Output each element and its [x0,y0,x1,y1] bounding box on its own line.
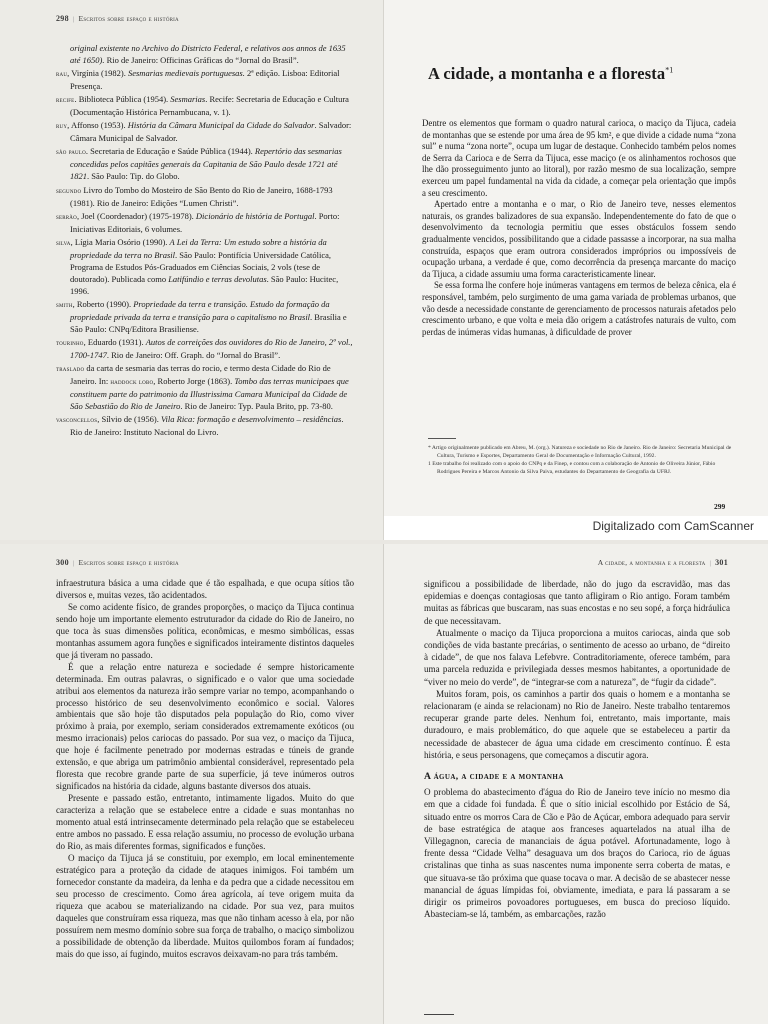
paragraph: significou a possibilidade de liberdade, não do jugo da escravidão, mas das epidemias e doenças contagiosas que tanto afligiram o Rio antigo. Foram também muitas as fábricas que buscaram, nas suas encostas e no seu sopé, a força hidráulica de que necessitavam. [424,579,730,626]
entry-text: . Rio de Janeiro: Off. Graph. do “Jornal do Brasil”. [106,350,281,361]
entry-text: . São Paulo: Hucitec, 1996. [70,273,339,296]
author-name: smith [56,299,73,309]
chapter-body [422,118,736,338]
entry-text: , Lígia Maria Osório (1990). [70,236,170,247]
entry-text: . São Paulo: Pontifícia Universidade Católica, Programa de Estudos Pós-Graduados em Ciências Sociais, 2 vols (tese de doutorado). Publicada como [70,249,332,284]
scanner-label: Digitalizado com CamScanner [592,519,754,533]
title-text: Latifúndio e terras devolutas [168,273,267,284]
paragraph: Dentre os elementos que formam o quadro natural carioca, o maciço da Tijuca, cadeia de montanhas que se estende por uma área de 95 km², e que divide a cidade numa “zona sul” e numa “zona norte”, ocupa um lugar de destaque. Conhecido também pelos nomes de Serra da Carioca e de Serra da Tijuca, esse maciço (e os alinhamentos rochosos que lhe dão prosseguimento junto ao litoral), por razão mesmo de sua localização, sempre exerceu um papel fundamental na vida da cidade, a começar pela orientação que impôs a seu crescimento. [422,118,736,198]
entry-text: , Virgínia (1982). [67,68,128,79]
paragraph: É que a relação entre natureza e sociedade é sempre historicamente determinada. Em outras palavras, o significado e o valor que uma sociedade atribui aos elementos da natureza irão sempre variar no tempo, acompanhando o processo histórico de seu desenvolvimento econômico e social. Valores ambientais que são hoje tão disputados pela população do Rio, como viver próximo à praia, por exemplo, seriam considerados extremamente exóticos (ou mesmo irracionais) pelos cariocas do passado. Por sua vez, o maciço da Tijuca, que hoje é facilmente penetrado por modernas estradas e túneis de grande extensão, e que abriga um patrimônio ambiental considerável, representado pela floresta que recobre grande parte de sua superfície, já teve inúmeros outros significados na história da cidade, alguns bastante diversos dos atuais. [56,661,354,792]
chapter-title-text: A cidade, a montanha e a floresta [428,64,666,83]
chapter-title [428,64,673,84]
bibliography-entry [56,298,356,335]
running-head-title: Escritos sobre espaço e história [78,558,179,567]
page-body [424,578,730,920]
author-name: silva [56,237,71,247]
bibliography-entry [56,93,356,118]
entry-text: . Salvador: Câmara Municipal de Salvador. [70,120,352,144]
entry-text: . Rio de Janeiro: Typ. Paula Brito, pp. 73-80. [180,401,333,412]
entry-text: . São Paulo: Tip. do Globo. [87,171,180,182]
body-part-b [424,786,730,920]
footnote-rule [428,438,456,439]
paragraph: Se como acidente físico, de grandes proporções, o maciço da Tijuca continua sendo hoje um importante elemento estruturador da cidade do Rio de Janeiro, no que toca às suas dimensões política, econômicas, e mesmo simbólicas, essas montanhas assumem agora funções e significados inteiramente distintos daqueles que já tiveram no passado. [56,601,354,660]
entry-text: , Sílvio de (1956). [97,414,161,425]
title-text: Repertório das sesmarias concedidas pelos capitães generais da Capitania de São Paulo desde 1721 até 1821 [70,146,342,182]
bibliography-entry [56,362,356,412]
footnotes [428,445,732,477]
entry-text: . Brasília e São Paulo: CNPq/Editora Brasiliense. [70,311,347,335]
page-number: 300 [56,558,69,567]
entry-text: , Joel (Coordenador) (1975-1978). [76,210,196,221]
paragraph: Presente e passado estão, entretanto, intimamente ligados. Muito do que caracteriza a relação que se estabelece entre a cidade e suas montanhas no momento atual está intrinsecamente determinado pela relação que se estabeleceu entre ambos no passado. E essa relação assumiu, no processo de evolução urbana do Rio, as mais diferentes formas, significados e funções. [56,793,354,851]
author-name: traslado [56,364,85,374]
title-footnote-mark: *1 [665,65,674,75]
paragraph: O problema do abastecimento d'água do Rio de Janeiro teve início no mesmo dia em que a cidade foi fundada. É que o sítio inicial escolhido por Estácio de Sá, situado entre os morros Cara de Cão e Pão de Açúcar, embora adequado para servir de base estratégica de ataque aos franceses aquartelados na atual ilha de Villegagnon, carecia de mananciais de água potável. Afortunadamente, logo à frente dessa “Cidade Velha” desaguava um dos braços do Carioca, rio de águas cristalinas que tinha as suas nascentes numa imponente serra coberta de matas, e que situava-se tão próxima que quase tocava o mar. A decisão de se abastecer nesse manancial de águas límpidas foi, obviamente, imediata, e para lá passaram a se dirigir os primeiros povoadores portugueses, em busca do precioso líquido. Abasteciam-se lá, também, as embarcações, razão [424,787,730,920]
author-name: tourinho [56,338,84,348]
entry-text: . Rio de Janeiro: Instituto Nacional do Livro. [70,414,344,438]
entry-text: , Roberto (1990). [72,298,134,309]
running-head: A cidade, a montanha e a floresta | 301 [597,558,728,567]
paragraph: Muitos foram, pois, os caminhos a partir dos quais o homem e a montanha se relacionaram (e ainda se relacionam) no Rio de Janeiro. Neste trabalho tentaremos recuperar grande parte deles. Nenhum foi, entretanto, mais importante, mais duradouro, e mais problemático, do que aquele que se estabeleceu a partir da necessidade de abastecer de água uma cidade em crescimento contínuo. É esta história, e seus personagens, que começamos a discutir agora. [424,688,730,760]
bibliography-list [56,42,356,439]
running-head-title: A cidade, a montanha e a floresta [597,558,706,567]
title-text: Autos de correições dos ouvidores do Rio de Janeiro, 2º vol., 1700-1747 [70,337,353,361]
footnote: 1 Este trabalho foi realizado com o apoio do CNPq e da Finep, e contou com a colaboração de Antonio de Oliveira Júnior, Fábio Rodrigues Pereira e Marcos Antonio da Silva Paiva, estudantes do Departamento de Geografia da UFRJ. [428,461,716,475]
author-name: serrão [56,211,77,221]
footnote: * Artigo originalmente publicado em Abreu, M. (org.). Natureza e sociedade no Rio de Janeiro. Rio de Janeiro: Secretaria Municipal de Cultura, Turismo e Esportes, Departamento Geral de Documentação e Informação Cultural, 1992. [428,445,732,459]
bibliography-entry [56,42,356,66]
title-text: Dicionário de história de Portugal [195,210,315,221]
bibliography-entry [56,145,356,182]
page-298 [0,0,384,540]
bibliography-entry [56,67,356,92]
entry-text: , Eduardo (1931). [83,337,146,348]
page-number: 299 [714,502,726,511]
page-301 [384,544,768,1024]
title-text: Vila Rica: formação e desenvolvimento – residências [160,414,342,425]
title-text: Tombo das terras municipaes que constituem parte do patrimonio da Illustrissima Camara Municipal da Cidade de São Sebastião do Rio de Janeiro [70,376,349,412]
scanner-watermark [384,516,768,540]
section-heading: A água, a cidade e a montanha [424,771,564,783]
bibliography-entry [56,184,356,209]
title-text: História da Câmara Municipal da Cidade do Salvador [127,120,315,131]
page-body [56,578,354,961]
paragraph: infraestrutura básica a uma cidade que é tão espalhada, e que ocupa sítios tão diversos e, muitas vezes, tão acidentados. [56,578,354,600]
entry-text: Livro do Tombo do Mosteiro de São Bento do Rio de Janeiro, 1688-1793 (1981). Rio de Janeiro: Edições “Lumen Christi”. [70,184,333,208]
page-299 [384,0,768,516]
bibliography-entry [56,336,356,361]
entry-text: . Porto: Iniciativas Editoriais, 6 volumes. [70,210,340,234]
author-name: segundo [56,185,82,195]
bibliography-entry [56,236,356,297]
entry-text: . Biblioteca Pública (1954). [74,94,171,105]
entry-text: Rio de Janeiro: Officinas Gráficas do “Jornal do Brasil”. [104,55,299,66]
paragraph: Se essa forma lhe confere hoje inúmeras vantagens em termos de beleza cênica, ela é responsável, também, pelo surgimento de uma gama variada de problemas urbanos, que vão desde a necessidade constante de gerenciamento de processos naturais afetados pelo crescimento urbano, e que volta e meia dão origem a catástrofes naturais de vulto, com perdas de inúmeras vidas humanas, à dificuldade de prover [422,280,736,337]
paragraph: O maciço da Tijuca já se constituiu, por exemplo, em local eminentemente estratégico para a proteção da cidade de ataques inimigos. Foi também um fornecedor constante da madeira, da lenha e da pedra que a cidade necessitou em seu processo de crescimento. Como área agrícola, aí teve origem muita da riqueza que acabou se materializando na cidade. Por sua vez, para muitos daqueles que construíram essa riqueza, mas que não tinham acesso à ela, por não possuírem nem mesmo domínio sobre sua força de trabalho, o maciço simbolizou a possibilidade de obtenção da liberdade. Muitos quilombos foram aí fundados; mais do que isso, aí fugindo, muitos escravos deixavam-no para trás também. [56,852,354,959]
author-name: ruy [56,121,68,131]
author-name: são paulo [56,147,86,157]
entry-text: . Recife: Secretaria de Educação e Cultura (Documentação Histórica Pernambucana, v. 1). [70,94,349,118]
body-part-a [424,578,730,761]
author-name: rau [56,69,68,79]
title-text: A Lei da Terra: Um estudo sobre a história da propriedade da terra no Brasil [70,236,327,260]
entry-text: . Secretaria de Educação e Saúde Pública (1944). [85,146,255,157]
bibliography-entry [56,119,356,144]
entry-text: da carta de sesmaria das terras do rocio, e termo desta Cidade do Rio de Janeiro. In: [70,363,331,387]
page-number: 298 [56,14,69,23]
page-300 [0,544,384,1024]
title-text: Sesmarias [170,94,206,105]
running-head-title: Escritos sobre espaço e história [78,14,179,23]
entry-text: , Affonso (1953). [67,120,128,131]
paragraph: Atualmente o maciço da Tijuca proporciona a muitos cariocas, ainda que sob condições de vida bastante precárias, o sentimento de acesso ao urbano, de “direito à cidade”, de que nos falava Lefebvre. Contraditoriamente, oferece também, para uma parcela reduzida e privilegiada desses mesmos habitantes, a oportunidade de “viver no meio do verde”, de “integrar-se com a natureza”, de “fugir da cidade”. [424,627,730,687]
bibliography-entry [56,413,356,438]
page-number: 301 [715,558,728,567]
title-text: original existente no Archivo do Districto Federal, e relativos aos annos de 1635 até 1650). [70,43,346,66]
running-head: 300 | Escritos sobre espaço e história [56,558,179,567]
running-head: 298 | Escritos sobre espaço e história [56,14,179,23]
entry-text: , Roberto Jorge (1863). [153,376,235,387]
author-name: vasconcellos [56,415,98,425]
entry-text: 2ª edição. Lisboa: Editorial Presença. [70,68,340,92]
bibliography-entry [56,210,356,235]
title-text: Sesmarias medievais portuguesas. [127,68,245,79]
title-text: Propriedade da terra e transição. Estudo da formação da propriedade privada da terra e transição para o capitalismo no Brasil [70,298,330,322]
author-name: recife [56,95,75,105]
footnote-rule [424,1014,454,1015]
author-name: haddock lobo [110,377,154,387]
paragraph: Apertado entre a montanha e o mar, o Rio de Janeiro teve, nesses elementos naturais, os grandes balizadores de sua expansão. Independentemente do fato de que o desenvolvimento da tecnologia permitiu que esses obstáculos fossem sendo gradualmente vencidos, possibilitando que a cidade passasse a incorporar, na sua malha construída, espaços que eram outrora considerados impróprios ou impossíveis de ocupação urbana, a verdade é que, como decorrência da presença marcante do maciço da Tijuca, a cidade assumiu uma forma caracteristicamente linear. [422,199,736,279]
